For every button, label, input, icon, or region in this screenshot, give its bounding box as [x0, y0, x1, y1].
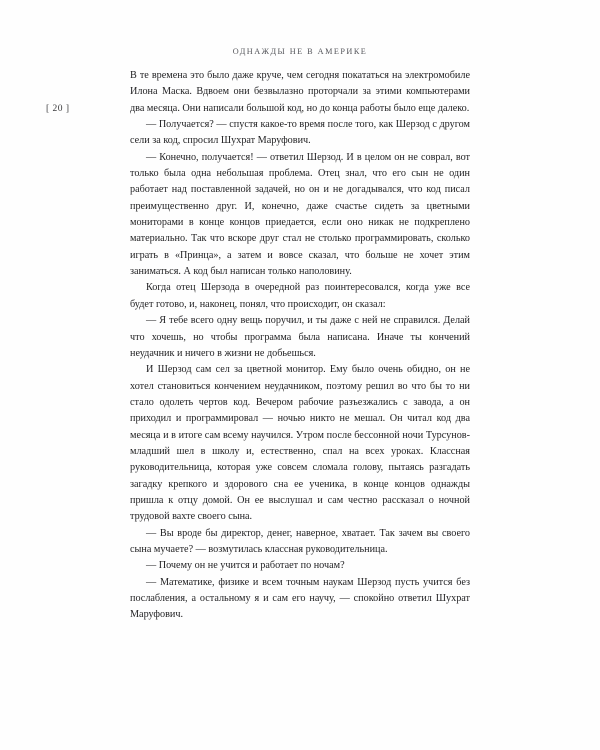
paragraph: — Математике, физике и всем точным наукам Шерзод пусть учится без послабления, а остальному я и сам его научу, — спокойно ответил Шухрат Маруфович. [130, 576, 470, 621]
paragraph: — Почему он не учится и работает по ночам? [146, 560, 345, 572]
running-head: ОДНАЖДЫ НЕ В АМЕРИКЕ [232, 47, 368, 56]
paragraph: — Вы вроде бы директор, денег, наверное, хватает. Так зачем вы своего сына мучаете? — возмутилась классная руководительница. [130, 527, 470, 555]
paragraph: Когда отец Шерзода в очередной раз поинтересовался, когда уже все будет готово, и, наконец, понял, что происходит, он сказал: [130, 282, 470, 310]
paragraph: — Конечно, получается! — ответил Шерзод. И в целом он не соврал, вот только была одна небольшая проблема. Отец знал, что его сын не один работает над поставленной задачей, но он и не догадывался, что код писал преимущественно друг. И, конечно, даже счастье сидеть за цветными мониторами в конце концов приедается, если оно никак не подкреплено материально. Так что вскоре друг стал не столько программировать, сколько играть в «Принца», а затем и вовсе сказал, что больше не хочет этим заниматься. А код был написан только наполовину. [130, 151, 470, 278]
page-number: [ 20 ] [46, 104, 70, 114]
paragraph: В те времена это было даже круче, чем сегодня покататься на электромобиле Илона Маска. Вдвоем они безвылазно проторчали за этими компьютерами два месяца. Они написали большой код, но до конца работы было еще далеко. [130, 70, 470, 114]
body-text [130, 68, 470, 624]
paragraph: И Шерзод сам сел за цветной монитор. Ему было очень обидно, он не хотел становиться кончением неудачником, поэтому решил во что бы то ни стало одолеть чертов код. Вечером рабочие разъезжались с завода, а он приходил и программировал — ночью никто не мешал. Он читал код два месяца и в итоге сам всему научился. Утром после бессонной ночи Турсунов-младший шел в школу и, естественно, спал на всех уроках. Классная руководительница, которая уже совсем сломала голову, пытаясь разгадать загадку крепкого и здорового сна ее ученика, в конце концов однажды пришла к отцу домой. Он ее выслушал и сам честно рассказал о ночной трудовой вахте своего сына. [130, 364, 470, 523]
paragraph: — Я тебе всего одну вещь поручил, и ты даже с ней не справился. Делай что хочешь, но чтобы программа была написана. Иначе ты кончений неудачник и ничего в жизни не добьешься. [130, 315, 470, 359]
paragraph: — Получается? — спустя какое-то время после того, как Шерзод с другом сели за код, спросил Шухрат Маруфович. [130, 119, 470, 147]
